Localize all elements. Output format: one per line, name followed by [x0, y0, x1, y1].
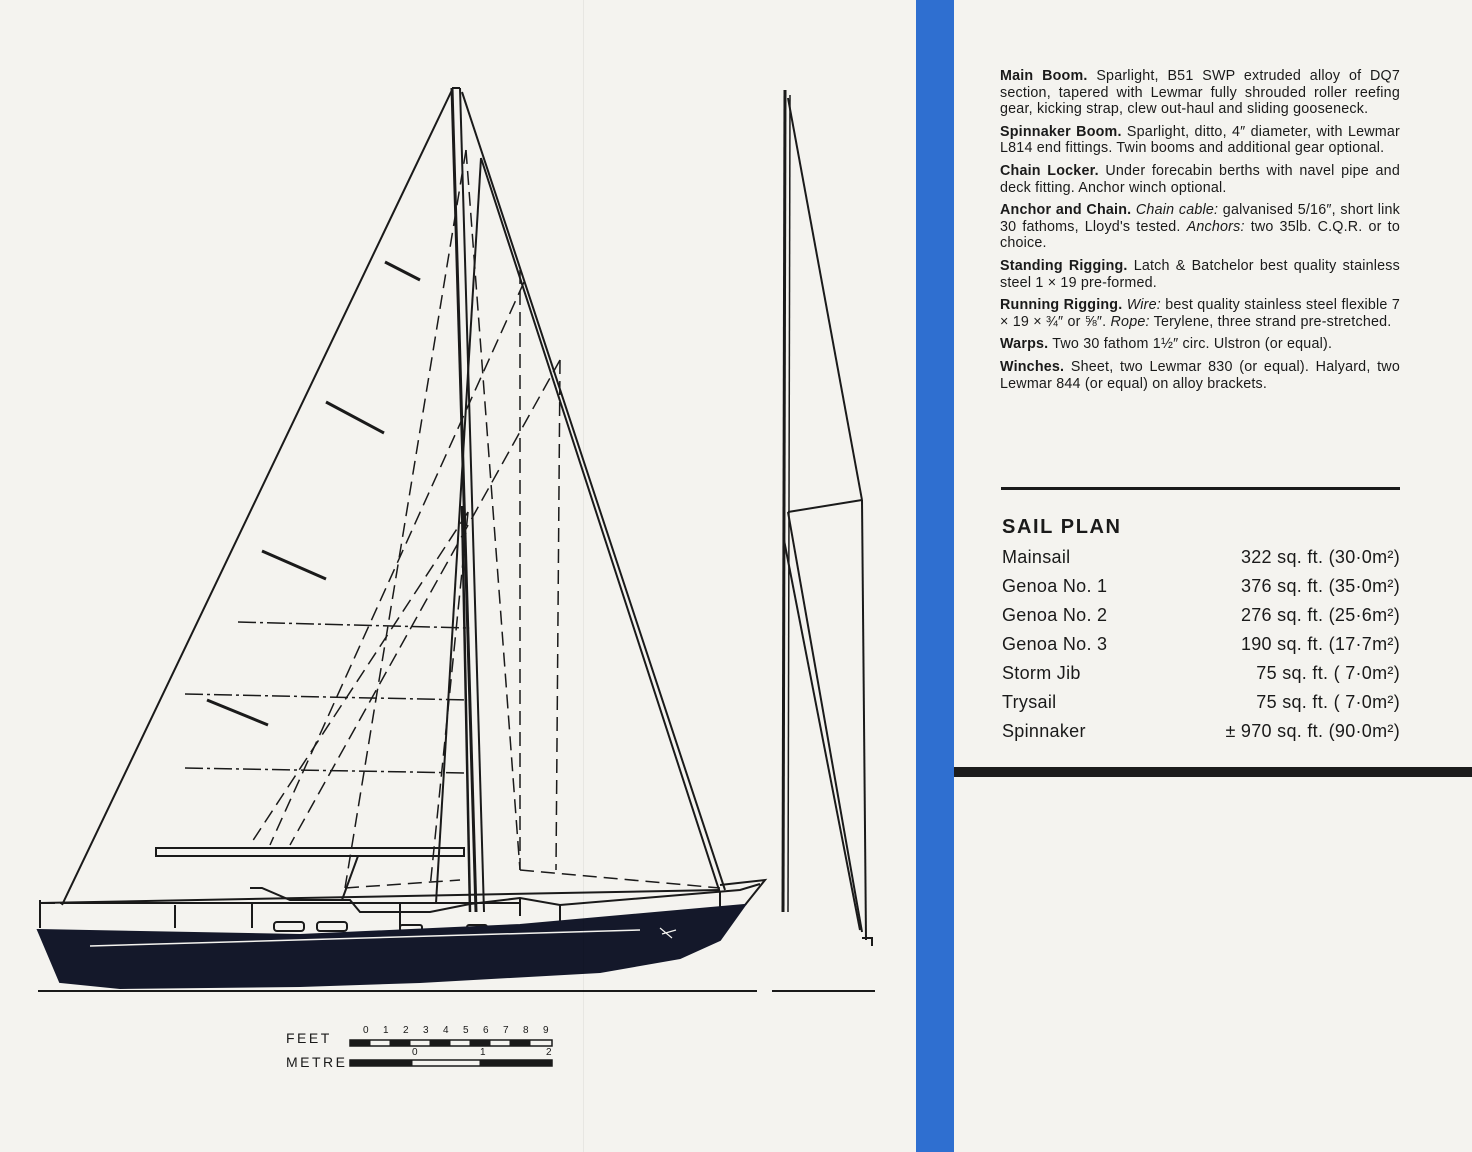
sail-plan-row: [1002, 688, 1400, 717]
sail-plan-row: [1002, 601, 1400, 630]
sail-plan-row: [1002, 717, 1400, 746]
sail-name: Genoa No. 2: [1002, 605, 1108, 625]
backstay: [462, 92, 725, 890]
rigging-specifications: [1000, 68, 1400, 398]
spec-spinnaker-boom: Spinnaker Boom. Sparlight, ditto, 4″ diameter, with Lewmar L814 end fittings. Twin booms and additional gear optional.: [1000, 123, 1400, 157]
sail-area: ± 970 sq. ft. (90·0m²): [1225, 721, 1400, 741]
bottom-divider: [954, 767, 1472, 777]
blue-band: [916, 0, 954, 1152]
spreader: [262, 551, 326, 579]
paper-fold: [583, 0, 584, 1152]
spec-main-boom: Main Boom. Sparlight, B51 SWP extruded alloy of DQ7 section, tapered with Lewmar fully shrouded roller reefing gear, kicking strap, clew out-haul and sliding gooseneck.: [1000, 68, 1400, 118]
main-boom: [156, 848, 464, 856]
sail-area: 276 sq. ft. (25·6m²): [1240, 605, 1400, 625]
sail-area: 75 sq. ft. ( 7·0m²): [1256, 663, 1400, 683]
sail-plan-title: SAIL PLAN: [1002, 516, 1122, 538]
sail-plan-row: [1002, 543, 1400, 572]
sail-name: Genoa No. 3: [1002, 634, 1108, 654]
spreader: [207, 700, 268, 725]
sail-plan-row: [1002, 572, 1400, 601]
sail-plan-row: [1002, 659, 1400, 688]
sail-plan-row: [1002, 630, 1400, 659]
spreader: [326, 402, 384, 433]
spec-standing-rigging: Standing Rigging. Latch & Batchelor best quality stainless steel 1 × 19 pre-formed.: [1000, 257, 1400, 291]
section-divider: [1001, 487, 1400, 490]
feet-scale-ticks: 0 1 2 3 4 5 6 7 8 9: [363, 1025, 549, 1036]
spec-anchor-chain: Anchor and Chain. Chain cable: galvanised 5/16″, short link 30 fathoms, Lloyd's tested. Anchors: two 35lb. C.Q.R. or to choice.: [1000, 202, 1400, 252]
sail-area: 75 sq. ft. ( 7·0m²): [1256, 692, 1400, 712]
sail-name: Trysail: [1002, 692, 1057, 712]
forestay: [62, 90, 452, 905]
spec-running-rigging: Running Rigging. Wire: best quality stainless steel flexible 7 × 19 × ¾″ or ⅝″. Rope: Terylene, three strand pre-stretched.: [1000, 297, 1400, 330]
side-mast: [783, 90, 785, 912]
sail-name: Mainsail: [1002, 547, 1071, 567]
sail-area: 190 sq. ft. (17·7m²): [1240, 634, 1400, 654]
sail-area: 376 sq. ft. (35·0m²): [1240, 576, 1400, 596]
sail-plan-table: [1002, 543, 1400, 746]
sail-area: 322 sq. ft. (30·0m²): [1240, 547, 1400, 567]
spec-warps: Warps. Two 30 fathom 1½″ circ. Ulstron (or equal).: [1000, 336, 1333, 353]
feet-scale-label: FEET: [286, 1030, 332, 1046]
spec-chain-locker: Chain Locker. Under forecabin berths with navel pipe and deck fitting. Anchor winch optional.: [1000, 162, 1400, 196]
brochure-page: FEET METRE 0 1 2 3 4 5 6 7 8 9 0 1 2 Main Boom. Sparlight, B51 SWP extruded alloy of DQ7 section, tapered with Lewmar fully shrouded roller reefing gear, kicking strap, clew out-haul and sliding gooseneck. Spinnaker Boom. Sparlight, ditto, 4″ diameter, with Lewmar L814 end fittings. Twin booms and additional gear optional. Chain Locker. Under forecabin berths with navel pipe and deck fitting. Anchor winch optional. Anchor and Chain. Chain cable: galvanised 5/16″, short link 30 fathoms, Lloyd's tested. Anchors: two 35lb. C.Q.R. or to choice. Standing Rigging. Latch & Batchelor best quality stainless steel 1 × 19 pre-formed. Running Rigging. Wire: best quality stainless steel flexible 7 × 19 × ¾″ or ⅝″. Rope: Terylene, three strand pre-stretched. Warps. Two 30 fathom 1½″ circ. Ulstron (or equal). Winches. Sheet, two Lewmar 830 (or equal). Halyard, two Lewmar 844 (or equal) on alloy brackets. SAIL PLAN Mainsail 322 sq. ft. (30·0m²) Genoa No. 1 376 sq. ft. (35·0m²) Genoa No. 2 276 sq. ft. (25·6m²) Genoa No. 3 190 sq. ft. (17·7m²) Storm Jib 75 sq. ft. ( 7·0m²) Trysail 75 sq. ft. ( 7·0m²) Spinnaker ± 970 sq. ft. (90·0m²): [0, 0, 1472, 1152]
hull: [38, 905, 745, 988]
sail-name: Spinnaker: [1002, 721, 1086, 741]
spreader: [385, 262, 420, 280]
spec-winches: Winches. Sheet, two Lewmar 830 (or equal). Halyard, two Lewmar 844 (or equal) on alloy brackets.: [1000, 358, 1400, 392]
sail-name: Storm Jib: [1002, 663, 1081, 683]
metre-scale-label: METRE: [286, 1054, 348, 1070]
sail-name: Genoa No. 1: [1002, 576, 1108, 596]
